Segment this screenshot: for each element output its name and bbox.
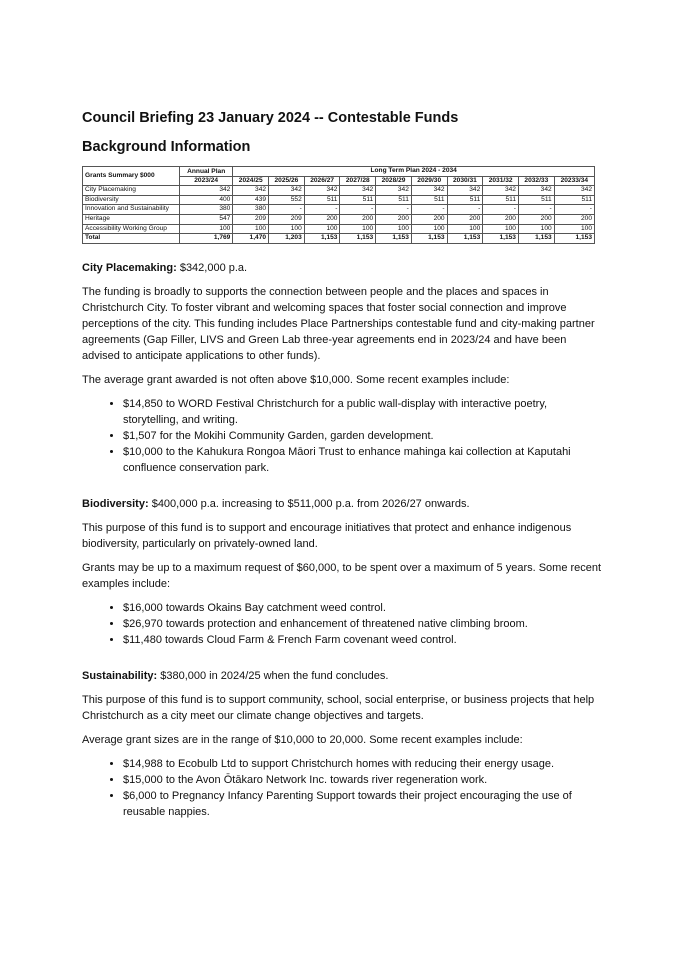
row-label: Innovation and Sustainability — [83, 205, 180, 215]
table-cell: 342 — [376, 186, 412, 196]
table-cell: 200 — [483, 214, 519, 224]
table-cell: 100 — [483, 224, 519, 234]
annual-plan-header: Annual Plan — [180, 167, 233, 177]
table-cell: 100 — [411, 224, 447, 234]
table-cell: 342 — [340, 186, 376, 196]
list-item: • $26,970 towards protection and enhancement of threatened native climbing broom. — [123, 616, 602, 632]
table-cell: 200 — [554, 214, 594, 224]
section-heading: Background Information — [82, 139, 251, 155]
table-cell: 547 — [180, 214, 233, 224]
table-corner-label: Grants Summary $000 — [83, 167, 180, 186]
year-header: 2025/26 — [269, 176, 305, 186]
table-cell: 342 — [304, 186, 340, 196]
table-cell: 1,153 — [376, 234, 412, 244]
grants-summary-table — [82, 166, 595, 244]
table-cell: - — [447, 205, 483, 215]
table-cell: 100 — [447, 224, 483, 234]
city-placemaking-examples — [82, 396, 602, 476]
table-body — [83, 186, 595, 244]
table-cell: 400 — [180, 195, 233, 205]
table-cell: 100 — [304, 224, 340, 234]
list-item: • $14,850 to WORD Festival Christchurch for a public wall-display with interactive poetry, storytelling, and writing. — [123, 396, 602, 428]
document-page — [82, 110, 602, 828]
table-cell: 552 — [269, 195, 305, 205]
sustainability-summary — [82, 668, 602, 684]
table-cell: 100 — [340, 224, 376, 234]
biodiversity-description: This purpose of this fund is to support and encourage initiatives that protect and enhance indigenous biodiversity, particularly on privately-owned land. — [82, 521, 572, 550]
biodiversity-summary — [82, 496, 602, 512]
table-cell: 380 — [180, 205, 233, 215]
table-cell: - — [411, 205, 447, 215]
table-row — [83, 214, 595, 224]
table-cell: 342 — [233, 186, 269, 196]
biodiversity-examples — [82, 600, 602, 648]
sustainability-intro: Average grant sizes are in the range of $10,000 to 20,000. Some recent examples include: — [82, 733, 523, 746]
table-cell: 1,153 — [340, 234, 376, 244]
city-placemaking-amount: $342,000 p.a. — [176, 261, 248, 274]
table-cell: - — [554, 205, 594, 215]
table-cell: 511 — [376, 195, 412, 205]
sustainability-amount: $380,000 in 2024/25 when the fund concludes. — [157, 669, 389, 682]
year-header: 2026/27 — [304, 176, 340, 186]
table-cell: 1,153 — [518, 234, 554, 244]
table-cell: 342 — [269, 186, 305, 196]
table-cell: 100 — [233, 224, 269, 234]
table-cell: 1,470 — [233, 234, 269, 244]
table-cell: 200 — [411, 214, 447, 224]
city-placemaking-heading: City Placemaking: — [82, 261, 177, 274]
table-cell: 100 — [180, 224, 233, 234]
row-label: Biodiversity — [83, 195, 180, 205]
table-row — [83, 195, 595, 205]
sustainability-heading: Sustainability: — [82, 669, 158, 682]
biodiversity-amount: $400,000 p.a. increasing to $511,000 p.a. from 2026/27 onwards. — [148, 497, 470, 510]
year-header: 2027/28 — [340, 176, 376, 186]
sustainability-description: This purpose of this fund is to support community, school, social enterprise, or business projects that help Christchurch as a city meet our climate change objectives and targets. — [82, 693, 595, 722]
table-cell: - — [269, 205, 305, 215]
year-header: 2032/33 — [518, 176, 554, 186]
table-cell: 342 — [518, 186, 554, 196]
table-cell: 342 — [180, 186, 233, 196]
table-cell: 200 — [447, 214, 483, 224]
table-cell: 200 — [340, 214, 376, 224]
table-cell: 209 — [233, 214, 269, 224]
table-cell: 100 — [554, 224, 594, 234]
table-cell: - — [518, 205, 554, 215]
table-cell: 511 — [483, 195, 519, 205]
year-header: 2023/24 — [180, 176, 233, 186]
table-cell: 1,153 — [304, 234, 340, 244]
table-cell: 1,769 — [180, 234, 233, 244]
table-cell: 100 — [376, 224, 412, 234]
biodiversity-intro: Grants may be up to a maximum request of $60,000, to be spent over a maximum of 5 years. Some recent examples include: — [82, 561, 602, 590]
table-cell: 200 — [376, 214, 412, 224]
table-cell: 511 — [304, 195, 340, 205]
table-cell: 380 — [233, 205, 269, 215]
table-cell: 511 — [447, 195, 483, 205]
table-cell: 342 — [554, 186, 594, 196]
table-cell: 1,203 — [269, 234, 305, 244]
table-row — [83, 186, 595, 196]
table-cell: 1,153 — [554, 234, 594, 244]
table-total-row — [83, 234, 595, 244]
table-cell: 342 — [483, 186, 519, 196]
table-cell: 1,153 — [447, 234, 483, 244]
table-cell: 342 — [411, 186, 447, 196]
year-header: 2028/29 — [376, 176, 412, 186]
table-cell: 511 — [518, 195, 554, 205]
table-cell: 100 — [269, 224, 305, 234]
year-header: 20233/34 — [554, 176, 594, 186]
table-cell: 100 — [518, 224, 554, 234]
year-header: 2031/32 — [483, 176, 519, 186]
table-row — [83, 224, 595, 234]
table-cell: 439 — [233, 195, 269, 205]
list-item: • $15,000 to the Avon Ōtākaro Network Inc. towards river regeneration work. — [123, 772, 602, 788]
year-header: 2030/31 — [447, 176, 483, 186]
ltp-header: Long Term Plan 2024 - 2034 — [233, 167, 595, 177]
city-placemaking-intro: The average grant awarded is not often above $10,000. Some recent examples include: — [82, 373, 510, 386]
table-cell: 209 — [269, 214, 305, 224]
year-header: 2029/30 — [411, 176, 447, 186]
year-header: 2024/25 — [233, 176, 269, 186]
row-label: Accessibility Working Group — [83, 224, 180, 234]
list-item: • $1,507 for the Mokihi Community Garden, garden development. — [123, 428, 602, 444]
sustainability-examples — [82, 756, 602, 820]
table-cell: 200 — [304, 214, 340, 224]
table-cell: 1,153 — [411, 234, 447, 244]
list-item: • $16,000 towards Okains Bay catchment weed control. — [123, 600, 602, 616]
document-title: Council Briefing 23 January 2024 -- Contestable Funds — [82, 110, 459, 126]
table-cell: - — [483, 205, 519, 215]
list-item: • $10,000 to the Kahukura Rongoa Māori Trust to enhance mahinga kai collection at Kaputahi confluence conservation park. — [123, 444, 602, 476]
row-label: City Placemaking — [83, 186, 180, 196]
table-cell: 511 — [340, 195, 376, 205]
city-placemaking-description: The funding is broadly to supports the connection between people and the places and spaces in Christchurch City. To foster vibrant and welcoming spaces that foster social connection and improve perceptions of the city. This funding includes Place Partnerships contestable fund and city-making partner agreements (Gap Filler, LIVS and Green Lab three-year agreements end in 2023/24 and have been advised to anticipate applications to other funds). — [82, 285, 595, 362]
list-item: • $11,480 towards Cloud Farm & French Farm covenant weed control. — [123, 632, 602, 648]
table-cell: - — [304, 205, 340, 215]
city-placemaking-summary — [82, 260, 602, 276]
table-cell: 511 — [554, 195, 594, 205]
list-item: • $14,988 to Ecobulb Ltd to support Christchurch homes with reducing their energy usage. — [123, 756, 602, 772]
table-cell: 342 — [447, 186, 483, 196]
table-cell: - — [376, 205, 412, 215]
table-cell: - — [340, 205, 376, 215]
row-label: Heritage — [83, 214, 180, 224]
row-label: Total — [83, 234, 180, 244]
table-row — [83, 205, 595, 215]
table-cell: 1,153 — [483, 234, 519, 244]
list-item: • $6,000 to Pregnancy Infancy Parenting Support towards their project encouraging the use of reusable nappies. — [123, 788, 602, 820]
table-cell: 200 — [518, 214, 554, 224]
biodiversity-heading: Biodiversity: — [82, 497, 149, 510]
table-cell: 511 — [411, 195, 447, 205]
